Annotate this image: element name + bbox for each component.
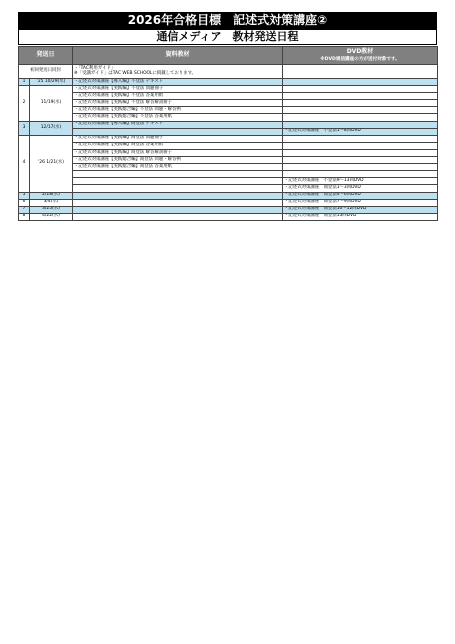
shipment-date: 11/19(水) — [30, 86, 73, 121]
shipment-number: 5 — [19, 192, 30, 199]
shipment-date: '25 10/29(水) — [30, 79, 73, 86]
schedule-row — [19, 79, 438, 86]
dvd-cell: ・記述式対策講座 不登法9〜13回DVD — [283, 178, 438, 185]
schedule-row — [19, 185, 438, 192]
shipment-number: 7 — [19, 206, 30, 213]
shipment-number: 2 — [19, 86, 30, 121]
shipment-date: '26 1/21(水) — [30, 135, 73, 192]
header-dvd — [283, 47, 438, 65]
dvd-cell — [283, 79, 438, 86]
dvd-cell — [283, 142, 438, 149]
material-cell — [73, 185, 283, 192]
schedule-row — [19, 164, 438, 171]
dvd-cell — [283, 149, 438, 156]
dvd-cell — [283, 171, 438, 178]
material-cell — [73, 178, 283, 185]
dvd-cell: ・記述式対策講座 不登法1〜8回DVD — [283, 128, 438, 135]
schedule-row — [19, 135, 438, 142]
schedule-row — [19, 171, 438, 178]
intro-materials — [73, 65, 283, 79]
material-cell: ・記述式対策講座【実践編】商登法 答案用紙 — [73, 142, 283, 149]
schedule-row — [19, 142, 438, 149]
material-cell: ・記述式対策講座【実践総合編】不登法 問題・解答例 — [73, 107, 283, 114]
shipment-number: 8 — [19, 213, 30, 220]
intro-row — [19, 65, 438, 79]
header-materials: 資料教材 — [73, 47, 283, 65]
shipment-number: 4 — [19, 135, 30, 192]
material-cell: ・記述式対策講座【実践編】不登法 答案用紙 — [73, 93, 283, 100]
material-cell: ・記述式対策講座【実践総合編】商登法 答案用紙 — [73, 164, 283, 171]
schedule-row — [19, 178, 438, 185]
schedule-row — [19, 206, 438, 213]
shipment-number: 1 — [19, 79, 30, 86]
dvd-cell: ・記述式対策講座 商登法7〜9回DVD — [283, 199, 438, 206]
schedule-row — [19, 86, 438, 93]
dvd-cell: ・記述式対策講座 商登法1〜3回DVD — [283, 185, 438, 192]
schedule-row — [19, 128, 438, 135]
material-cell: ・記述式対策講座【導入編】不登法 テキスト — [73, 79, 283, 86]
material-cell: ・記述式対策講座【実践編】不登法 解答解説冊子 — [73, 100, 283, 107]
dvd-cell: ・記述式対策講座 商登法10〜12回DVD — [283, 206, 438, 213]
material-cell — [73, 192, 283, 199]
schedule-row — [19, 93, 438, 100]
material-cell — [73, 206, 283, 213]
material-cell: ・記述式対策講座【実践編】商登法 解答解説冊子 — [73, 149, 283, 156]
material-cell: ・記述式対策講座【実践総合編】不登法 答案用紙 — [73, 114, 283, 121]
page-subtitle: 通信メディア 教材発送日程 — [18, 29, 437, 45]
material-cell — [73, 171, 283, 178]
header-dvd-note: ※DVD通信講座の方が送付対象です。 — [320, 56, 400, 62]
schedule-row — [19, 121, 438, 128]
shipment-number: 3 — [19, 121, 30, 135]
shipment-date: 2/18(水) — [30, 192, 73, 199]
schedule-row — [19, 157, 438, 164]
schedule-row — [19, 199, 438, 206]
dvd-cell — [283, 93, 438, 100]
dvd-cell — [283, 164, 438, 171]
schedule-row — [19, 100, 438, 107]
material-cell — [73, 128, 283, 135]
shipment-date: 3/25(水) — [30, 206, 73, 213]
material-cell: ・記述式対策講座【導入編】商登法 テキスト — [73, 121, 283, 128]
material-cell — [73, 213, 283, 220]
dvd-cell — [283, 121, 438, 128]
material-cell: ・記述式対策講座【実践編】商登法 問題冊子 — [73, 135, 283, 142]
material-cell: ・記述式対策講座【実践編】不登法 問題冊子 — [73, 86, 283, 93]
shipment-date: 4/22(水) — [30, 213, 73, 220]
shipment-number: 6 — [19, 199, 30, 206]
schedule-row — [19, 107, 438, 114]
schedule-row — [19, 213, 438, 220]
material-cell: ・記述式対策講座【実践総合編】商登法 問題・解答例 — [73, 157, 283, 164]
intro-date: 初回発送日同封 — [19, 65, 73, 79]
intro-dvd — [283, 65, 438, 79]
intro-line-1: ・「TAC利用ガイド」 — [74, 65, 116, 71]
shipping-schedule-table — [18, 46, 438, 221]
schedule-row — [19, 149, 438, 156]
dvd-cell — [283, 107, 438, 114]
page-title: 2026年合格目標 記述式対策講座② — [18, 12, 437, 29]
header-date: 発送日 — [19, 47, 73, 65]
material-cell — [73, 199, 283, 206]
schedule-row — [19, 114, 438, 121]
dvd-cell — [283, 100, 438, 107]
dvd-cell — [283, 114, 438, 121]
schedule-row — [19, 192, 438, 199]
dvd-cell: ・記述式対策講座 商登法4〜6回DVD — [283, 192, 438, 199]
dvd-cell — [283, 157, 438, 164]
intro-line-2: ※「受講ガイド」はTAC WEB SCHOOLに掲載しております。 — [74, 70, 197, 76]
shipment-date: 3/4(水) — [30, 199, 73, 206]
dvd-cell — [283, 86, 438, 93]
dvd-cell — [283, 135, 438, 142]
header-dvd-title: DVD教材 — [346, 48, 374, 56]
shipment-date: 12/17(水) — [30, 121, 73, 135]
dvd-cell: ・記述式対策講座 商登法13回DVD — [283, 213, 438, 220]
